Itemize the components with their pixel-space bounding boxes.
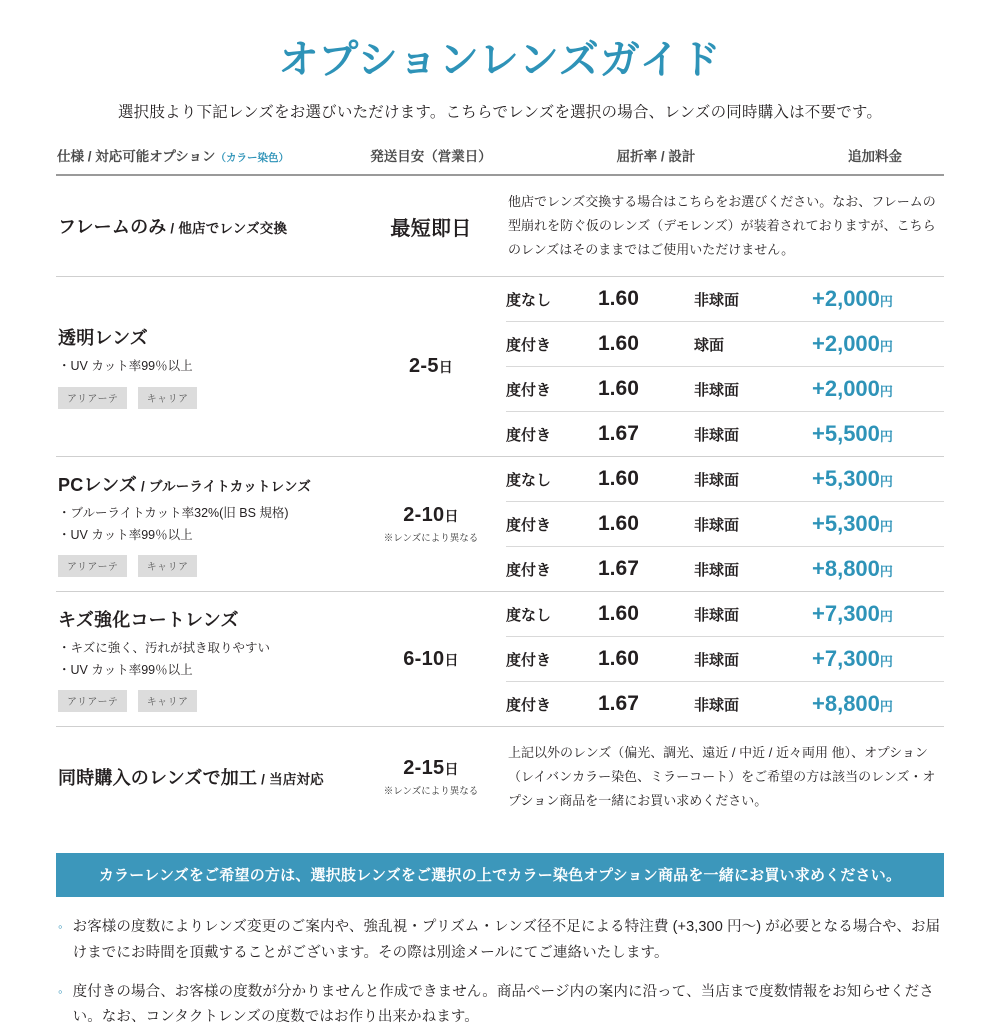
table-column-headers [56,144,944,174]
price-row [506,367,944,412]
lens-options-table-wrapper [0,144,1000,827]
footer-notes [0,915,1000,1031]
index-value: 1.60 [598,502,694,547]
color-lens-banner: カラーレンズをご希望の方は、選択肢レンズをご選択の上でカラー染色オプション商品を一緒にお買い求めください。 [56,853,944,897]
page-subtitle: 選択肢より下記レンズをお選びいただけます。こちらでレンズを選択の場合、レンズの同時購入は不要です。 [117,104,883,121]
row-description-cell: 他店でレンズ交換する場合はこちらをお選びください。なお、フレームの型崩れを防ぐ仮のレンズ（デモレンズ）が装着されておりますが、こちらのレンズはそのままではご使用いただけません。 [508,194,936,258]
row-spec-cell [56,457,356,592]
column-header-index: 屈折率 / 設計 [616,149,696,164]
row-spec-cell [56,277,356,457]
shipping-note: ※レンズにより異なる [383,533,479,545]
price-value: +8,800円 [812,682,944,727]
design-value: 非球面 [694,606,740,624]
row-title: フレームのみ / 他店でレンズ交換 [58,217,288,238]
row-shipping-cell: 2-10日 ※レンズにより異なる [356,457,506,592]
option-tag: キャリア [138,387,198,409]
degree-value: 度なし [506,471,552,489]
row-tags [58,690,356,712]
row-title: キズ強化コートレンズ [58,610,239,631]
column-header-spec: 仕様 / 対応可能オプション（カラー染色） [57,149,290,164]
price-row [506,682,944,727]
row-note: ・ブルーライトカット率32%(旧 BS 規格) [58,506,289,521]
price-value: +2,000円 [812,322,944,367]
price-row [506,412,944,457]
note-text: お客様の度数によりレンズ変更のご案内や、強乱視・プリズム・レンズ径不足による特注費 (+3,300 円～) が必要となる場合や、お届けまでにお時間を頂戴することがございます。その際は別途メールにてご連絡いたします。 [72,919,941,961]
option-tag: キャリア [138,690,198,712]
color-lens-banner-wrapper [0,853,1000,897]
price-row [506,457,944,502]
row-price-cell [506,592,944,727]
degree-value: 度付き [506,322,598,367]
degree-value: 度なし [506,606,552,624]
index-value: 1.60 [598,367,694,412]
column-header-spec-paren: （カラー染色） [215,152,290,164]
design-value: 非球面 [694,291,740,309]
row-note: ・UV カット率99％以上 [58,359,193,374]
design-value: 非球面 [694,367,812,412]
design-value: 非球面 [694,471,740,489]
note-text: 度付きの場合、お客様の度数が分かりませんと作成できません。商品ページ内の案内に沿って、当店まで度数情報をお知らせください。なお、コンタクトレンズの度数ではお作り出来かねます。 [72,984,934,1026]
degree-value: 度なし [506,291,552,309]
table-row [56,457,944,592]
index-value: 1.60 [598,637,694,682]
row-note: ・キズに強く、汚れが拭き取りやすい [58,641,271,656]
price-row [506,502,944,547]
price-value: +8,800円 [812,547,944,592]
table-row [56,592,944,727]
table-row [56,175,944,277]
lens-options-table [56,144,944,827]
design-value: 非球面 [694,637,812,682]
row-title: 透明レンズ [58,328,149,349]
index-value: 1.60 [598,467,639,491]
table-row [56,277,944,457]
row-title: 同時購入のレンズで加工 / 当店対応 [58,768,324,789]
row-shipping-cell: 2-15日 ※レンズにより異なる [356,727,506,828]
design-value: 球面 [694,322,812,367]
price-value: +2,000円 [812,367,944,412]
price-row [506,592,944,637]
degree-value: 度付き [506,682,598,727]
option-tag: アリアーテ [58,387,127,409]
design-value: 非球面 [694,502,812,547]
row-spec-cell [56,727,356,828]
circle-bullet-icon: ◦ [58,984,63,1000]
index-value: 1.67 [598,682,694,727]
degree-value: 度付き [506,637,598,682]
row-shipping-cell: 最短即日 [390,217,472,240]
price-row [506,547,944,592]
row-description-cell: 上記以外のレンズ（偏光、調光、遠近 / 中近 / 近々両用 他）、オプション（レイバンカラー染色、ミラーコート）をご希望の方は該当のレンズ・オプション商品を一緒にお買い求めください。 [508,745,936,809]
price-value: +7,300円 [812,637,944,682]
price-value: +7,300円 [812,601,893,627]
price-table [506,457,944,591]
price-row [506,322,944,367]
column-header-shipping: 発送目安（営業日） [370,149,492,164]
row-spec-cell [56,592,356,727]
column-header-price: 追加料金 [848,149,902,164]
shipping-note: ※レンズにより異なる [383,786,479,798]
row-shipping-cell: 6-10日 [403,647,459,670]
list-item [56,915,944,966]
circle-bullet-icon: ◦ [58,919,63,935]
list-item [56,980,944,1031]
price-value: +5,300円 [812,502,944,547]
option-tag: キャリア [138,555,198,577]
option-tag: アリアーテ [58,555,127,577]
design-value: 非球面 [694,547,812,592]
row-tags [58,387,356,409]
design-value: 非球面 [694,682,812,727]
index-value: 1.60 [598,322,694,367]
row-price-cell [506,277,944,457]
index-value: 1.60 [598,287,639,311]
row-price-cell [506,457,944,592]
table-row [56,727,944,828]
row-title: PCレンズ / ブルーライトカットレンズ [58,475,312,496]
row-shipping-cell: 2-5日 [408,355,454,378]
price-value: +5,500円 [812,412,944,457]
row-note: ・UV カット率99％以上 [58,527,193,542]
row-spec-cell [56,175,356,277]
row-tags [58,555,356,577]
index-value: 1.60 [598,602,639,626]
degree-value: 度付き [506,367,598,412]
degree-value: 度付き [506,502,598,547]
price-value: +5,300円 [812,466,893,492]
degree-value: 度付き [506,547,598,592]
price-row [506,277,944,322]
price-row [506,637,944,682]
price-value: +2,000円 [812,286,893,312]
index-value: 1.67 [598,412,694,457]
price-table [506,592,944,726]
page-title: オプションレンズガイド [278,38,722,82]
index-value: 1.67 [598,547,694,592]
degree-value: 度付き [506,412,598,457]
price-table [506,277,944,456]
option-tag: アリアーテ [58,690,127,712]
row-note: ・UV カット率99％以上 [58,662,193,677]
design-value: 非球面 [694,412,812,457]
